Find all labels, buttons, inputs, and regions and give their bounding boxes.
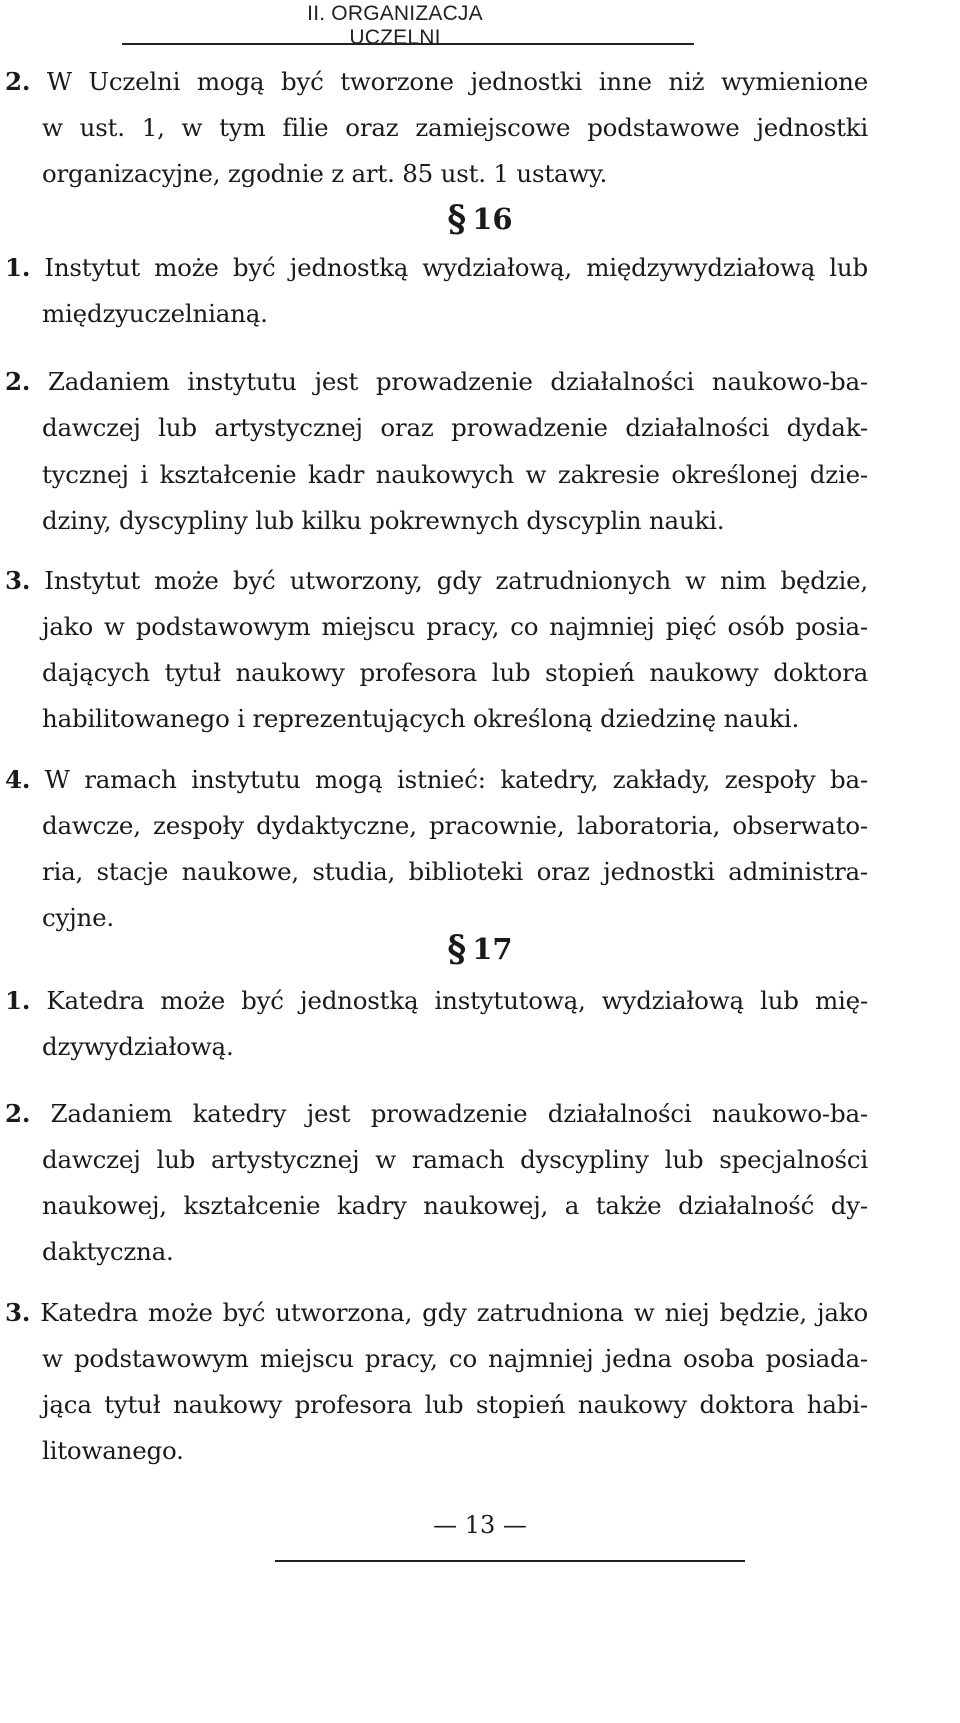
line-text: Instytut może być utworzony, gdy zatrudnionych w nim będzie,	[44, 566, 869, 595]
paragraph-number: 1.	[5, 986, 31, 1015]
paragraph-line	[42, 653, 868, 693]
paragraph-line	[42, 607, 868, 647]
line-text: dzywydziałową.	[42, 1032, 234, 1061]
paragraph-line	[5, 1094, 868, 1134]
paragraph-line	[42, 1431, 868, 1471]
line-text: cyjne.	[42, 903, 115, 932]
paragraph-line	[42, 501, 868, 541]
line-text: W ramach instytutu mogą istnieć: katedry, zakłady, zespoły ba-	[44, 765, 868, 794]
section-heading	[0, 198, 960, 240]
paragraph-line	[5, 1293, 868, 1333]
line-text: organizacyjne, zgodnie z art. 85 ust. 1 ustawy.	[42, 159, 608, 188]
paragraph-number: 1.	[5, 253, 31, 282]
line-text: litowanego.	[42, 1436, 184, 1465]
paragraph-number: 3.	[5, 566, 31, 595]
line-text: Zadaniem instytutu jest prowadzenie działalności naukowo-ba-	[47, 367, 868, 396]
line-text: dawcze, zespoły dydaktyczne, pracownie, laboratoria, obserwato-	[42, 811, 868, 840]
header-rule	[122, 43, 694, 45]
line-text: międzyuczelnianą.	[42, 299, 268, 328]
paragraph-line	[42, 294, 868, 334]
paragraph-number: 3.	[5, 1298, 31, 1327]
paragraph-line	[42, 154, 868, 194]
line-text: tycznej i kształcenie kadr naukowych w zakresie określonej dzie-	[42, 460, 868, 489]
section-symbol: §	[447, 198, 467, 240]
line-text: Instytut może być jednostką wydziałową, międzywydziałową lub	[44, 253, 868, 282]
section-symbol: §	[447, 928, 467, 970]
paragraph-line	[42, 806, 868, 846]
paragraph-line	[5, 981, 868, 1021]
paragraph-line	[42, 1339, 868, 1379]
section-number: 16	[472, 202, 513, 236]
line-text: Katedra może być jednostką instytutową, wydziałową lub mię-	[46, 986, 868, 1015]
paragraph-line	[5, 760, 868, 800]
paragraph-line	[5, 248, 868, 288]
line-text: daktyczna.	[42, 1237, 174, 1266]
paragraph-number: 2.	[5, 367, 31, 396]
running-head: II. ORGANIZACJA UCZELNI	[307, 2, 483, 49]
section-heading	[0, 928, 960, 970]
line-text: naukowej, kształcenie kadry naukowej, a także działalność dy-	[42, 1191, 868, 1220]
paragraph-line	[42, 699, 868, 739]
line-text: W Uczelni mogą być tworzone jednostki inne niż wymienione	[46, 67, 868, 96]
line-text: habilitowanego i reprezentujących określoną dziedzinę nauki.	[42, 704, 800, 733]
line-text: dziny, dyscypliny lub kilku pokrewnych dyscyplin nauki.	[42, 506, 725, 535]
line-text: dawczej lub artystycznej w ramach dyscypliny lub specjalności	[42, 1145, 868, 1174]
line-text: w ust. 1, w tym filie oraz zamiejscowe podstawowe jednostki	[42, 113, 868, 142]
paragraph-line	[42, 852, 868, 892]
paragraph-line	[42, 108, 868, 148]
section-number: 17	[472, 932, 513, 966]
paragraph-line	[42, 1186, 868, 1226]
line-text: Zadaniem katedry jest prowadzenie działalności naukowo-ba-	[50, 1099, 868, 1128]
paragraph-line	[42, 1385, 868, 1425]
paragraph-line	[42, 455, 868, 495]
line-text: dawczej lub artystycznej oraz prowadzenie działalności dydak-	[42, 413, 868, 442]
paragraph-line	[42, 1232, 868, 1272]
footer-rule	[275, 1560, 745, 1562]
paragraph-line	[42, 1027, 868, 1067]
line-text: ria, stacje naukowe, studia, biblioteki oraz jednostki administra-	[42, 857, 868, 886]
paragraph-line	[5, 62, 868, 102]
line-text: w podstawowym miejscu pracy, co najmniej jedna osoba posiada-	[42, 1344, 868, 1373]
paragraph-line	[42, 408, 868, 448]
paragraph-line	[42, 1140, 868, 1180]
line-text: jąca tytuł naukowy profesora lub stopień naukowy doktora habi-	[42, 1390, 868, 1419]
paragraph-number: 2.	[5, 67, 31, 96]
paragraph-number: 4.	[5, 765, 31, 794]
paragraph-number: 2.	[5, 1099, 31, 1128]
line-text: Katedra może być utworzona, gdy zatrudniona w niej będzie, jako	[40, 1298, 868, 1327]
line-text: jako w podstawowym miejscu pracy, co najmniej pięć osób posia-	[42, 612, 868, 641]
page-number: — 13 —	[433, 1511, 527, 1539]
paragraph-line	[5, 362, 868, 402]
line-text: dających tytuł naukowy profesora lub stopień naukowy doktora	[42, 658, 868, 687]
paragraph-line	[5, 561, 868, 601]
